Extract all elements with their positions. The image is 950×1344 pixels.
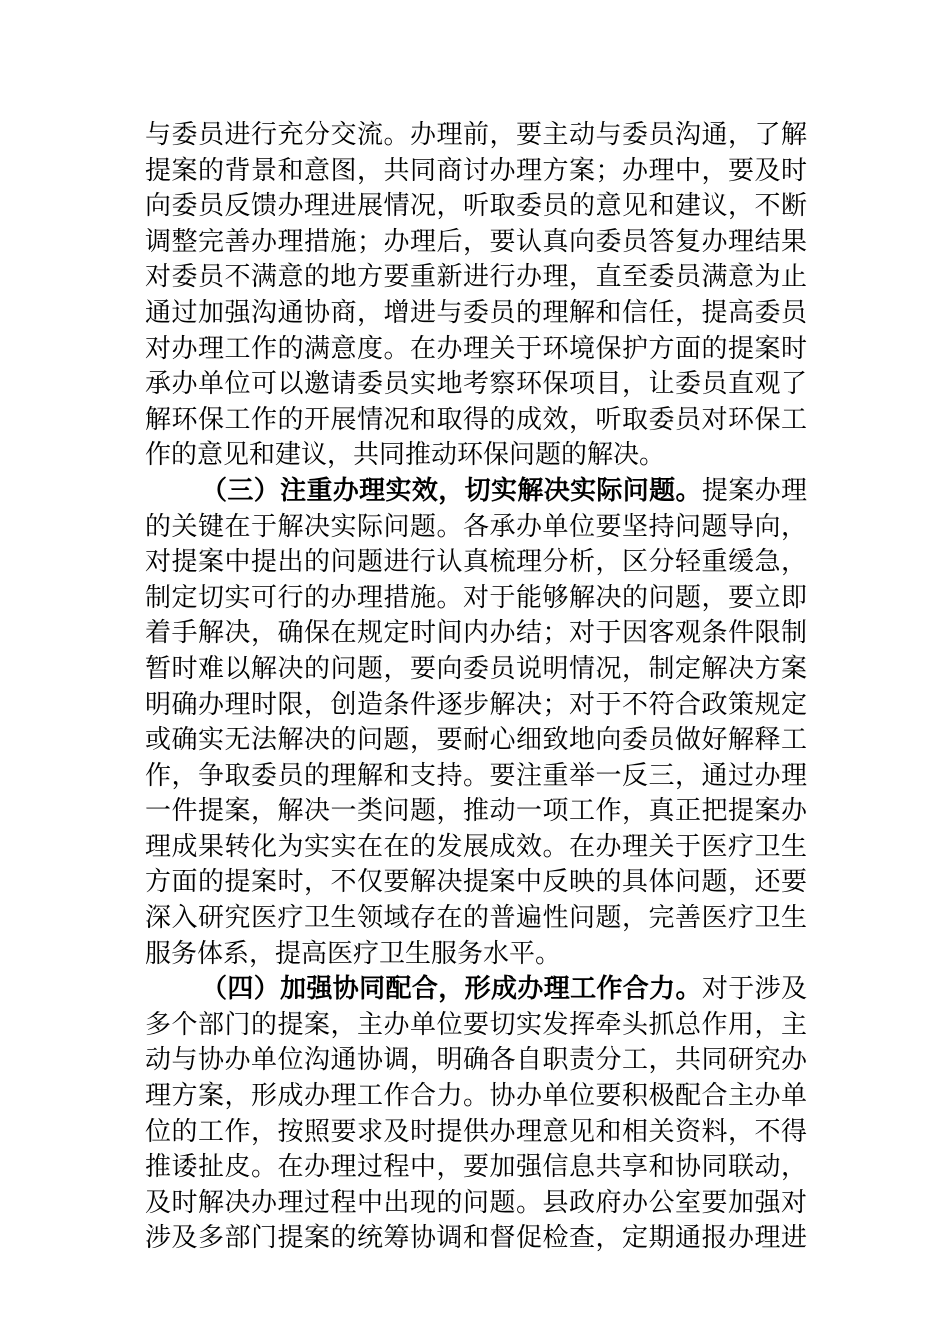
text-line: 的关键在于解决实际问题。各承办单位要坚持问题导向， <box>145 511 807 542</box>
text-line: 与委员进行充分交流。办理前，要主动与委员沟通，了解 <box>145 120 807 150</box>
text-line: 作的意见和建议，共同推动环保问题的解决。 <box>145 440 666 471</box>
text-line: 多个部门的提案，主办单位要切实发挥牵头抓总作用，主 <box>145 1009 807 1040</box>
section-heading-4: （四）加强协同配合，形成办理工作合力。 <box>201 974 702 1005</box>
text-line: 暂时难以解决的问题，要向委员说明情况，制定解决方案 <box>145 653 807 684</box>
text-line: 及时解决办理过程中出现的问题。县政府办公室要加强对 <box>145 1187 807 1218</box>
text-run: 提案办理 <box>701 475 807 506</box>
paragraph-4 <box>145 972 807 1257</box>
text-line: 或确实无法解决的问题，要耐心细致地向委员做好解释工 <box>145 725 807 756</box>
text-line: 承办单位可以邀请委员实地考察环保项目，让委员直观了 <box>145 369 807 400</box>
text-line: 位的工作，按照要求及时提供办理意见和相关资料，不得 <box>145 1116 807 1147</box>
text-line: 通过加强沟通协商，增进与委员的理解和信任，提高委员 <box>145 297 807 328</box>
text-run: 对于涉及 <box>701 974 807 1005</box>
text-line: 推诿扯皮。在办理过程中，要加强信息共享和协同联动， <box>145 1152 807 1183</box>
text-line: 调整完善办理措施；办理后，要认真向委员答复办理结果 <box>145 226 807 257</box>
paragraph-3 <box>145 474 807 972</box>
text-line: 作，争取委员的理解和支持。要注重举一反三，通过办理 <box>145 760 807 791</box>
text-line: 理成果转化为实实在在的发展成效。在办理关于医疗卫生 <box>145 831 807 862</box>
text-line: 涉及多部门提案的统筹协调和督促检查，定期通报办理进 <box>145 1223 807 1254</box>
text-line: 着手解决，确保在规定时间内办结；对于因客观条件限制 <box>145 618 807 649</box>
text-line: 深入研究医疗卫生领域存在的普遍性问题，完善医疗卫生 <box>145 903 807 934</box>
text-line: 对委员不满意的地方要重新进行办理，直至委员满意为止 <box>145 262 807 293</box>
text-line: 理方案，形成办理工作合力。协办单位要积极配合主办单 <box>145 1081 807 1112</box>
text-line: 解环保工作的开展情况和取得的成效，听取委员对环保工 <box>145 404 807 435</box>
text-line: 服务体系，提高医疗卫生服务水平。 <box>145 938 562 969</box>
text-line: 动与协办单位沟通协调，明确各自职责分工，共同研究办 <box>145 1045 807 1076</box>
paragraph-1 <box>145 118 807 474</box>
text-line: 方面的提案时，不仅要解决提案中反映的具体问题，还要 <box>145 867 807 898</box>
text-line: 提案的背景和意图，共同商讨办理方案；办理中，要及时 <box>145 155 807 186</box>
text-line: 向委员反馈办理进展情况，听取委员的意见和建议，不断 <box>145 191 807 222</box>
section-heading-3: （三）注重办理实效，切实解决实际问题。 <box>201 475 702 506</box>
text-line: 一件提案，解决一类问题，推动一项工作，真正把提案办 <box>145 796 807 827</box>
text-line: 对办理工作的满意度。在办理关于环境保护方面的提案时 <box>145 333 807 364</box>
text-line: 制定切实可行的办理措施。对于能够解决的问题，要立即 <box>145 582 807 613</box>
paragraph-first-line <box>145 972 807 1008</box>
paragraph-first-line <box>145 474 807 510</box>
document-body <box>145 118 807 1257</box>
text-line: 对提案中提出的问题进行认真梳理分析，区分轻重缓急， <box>145 547 807 578</box>
text-line: 明确办理时限，创造条件逐步解决；对于不符合政策规定 <box>145 689 807 720</box>
